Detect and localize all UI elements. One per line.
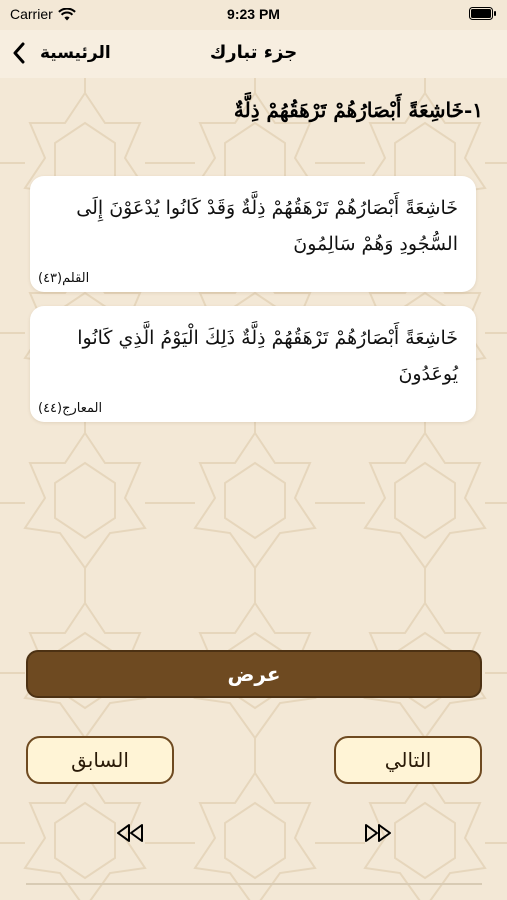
chevron-left-icon	[12, 42, 26, 64]
navigation-bar	[0, 30, 507, 78]
back-button[interactable]	[12, 36, 111, 70]
clock: 9:23 PM	[227, 6, 280, 22]
fast-forward-icon[interactable]	[362, 822, 394, 844]
verse-text: خَاشِعَةً أَبْصَارُهُمْ تَرْهَقُهُمْ ذِلَّةٌ ذَلِكَ الْيَوْمُ الَّذِي كَانُوا يُوعَدُونَ	[77, 327, 458, 385]
rewind-icon[interactable]	[114, 822, 146, 844]
bottom-divider	[26, 883, 482, 885]
next-button[interactable]: التالي	[334, 736, 482, 784]
verse-card	[30, 176, 476, 292]
battery-icon	[469, 7, 497, 20]
show-button[interactable]: عرض	[26, 650, 482, 698]
status-bar	[0, 0, 507, 30]
verse-text: خَاشِعَةً أَبْصَارُهُمْ تَرْهَقُهُمْ ذِلَّةٌ وَقَدْ كَانُوا يُدْعَوْنَ إِلَى السُّجُودِ وَهُمْ سَالِمُونَ	[76, 197, 458, 255]
carrier-label: Carrier	[10, 6, 53, 22]
verse-heading: ١-خَاشِعَةً أَبْصَارُهُمْ تَرْهَقُهُمْ ذِلَّةٌ	[233, 98, 483, 122]
verse-card	[30, 306, 476, 422]
back-label: الرئيسية	[40, 43, 111, 63]
previous-button[interactable]: السابق	[26, 736, 174, 784]
verse-source: المعارج(٤٤)	[38, 401, 103, 416]
page-title: جزء تبارك	[209, 42, 298, 63]
verse-source: القلم(٤٣)	[38, 271, 90, 286]
